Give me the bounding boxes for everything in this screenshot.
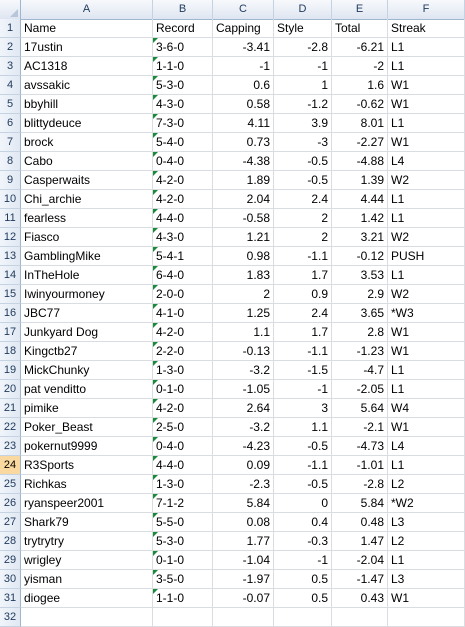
cell-streak[interactable]: L2 bbox=[388, 475, 465, 494]
cell-header-capping[interactable]: Capping bbox=[213, 19, 274, 38]
cell-capping[interactable]: 2.04 bbox=[213, 190, 274, 209]
table-row bbox=[0, 551, 465, 570]
cell-total[interactable]: 0.48 bbox=[332, 513, 388, 532]
cell-capping[interactable]: 0.73 bbox=[213, 133, 274, 152]
table-row bbox=[0, 152, 465, 171]
cell-streak[interactable]: L3 bbox=[388, 513, 465, 532]
cell-header-name[interactable]: Name bbox=[21, 19, 153, 38]
table-row bbox=[0, 304, 465, 323]
cell-total[interactable]: -4.73 bbox=[332, 437, 388, 456]
cell-capping[interactable]: 1.21 bbox=[213, 228, 274, 247]
table-row bbox=[0, 589, 465, 608]
row-header[interactable]: 32 bbox=[0, 608, 21, 627]
cell-streak[interactable]: W1 bbox=[388, 95, 465, 114]
cell-name[interactable]: JBC77 bbox=[21, 304, 153, 323]
cell-capping[interactable]: -2.3 bbox=[213, 475, 274, 494]
cell-record[interactable]: 4-2-0 bbox=[153, 190, 213, 209]
cell-style[interactable]: 0.4 bbox=[274, 513, 332, 532]
cell-record[interactable]: 5-3-0 bbox=[153, 532, 213, 551]
cell-name[interactable]: Iwinyourmoney bbox=[21, 285, 153, 304]
cell-streak[interactable]: W1 bbox=[388, 323, 465, 342]
cell-total[interactable]: 0.43 bbox=[332, 589, 388, 608]
row-header[interactable]: 17 bbox=[0, 323, 21, 342]
cell-streak[interactable]: L1 bbox=[388, 551, 465, 570]
cell-record[interactable]: 5-4-1 bbox=[153, 247, 213, 266]
row-header[interactable]: 19 bbox=[0, 361, 21, 380]
cell-style[interactable]: 2.4 bbox=[274, 190, 332, 209]
cell-record[interactable]: 4-4-0 bbox=[153, 456, 213, 475]
cell-name[interactable]: pokernut9999 bbox=[21, 437, 153, 456]
cell-name[interactable]: 17ustin bbox=[21, 38, 153, 57]
cell-name[interactable]: Chi_archie bbox=[21, 190, 153, 209]
cell-total[interactable]: -1.01 bbox=[332, 456, 388, 475]
cell-style[interactable]: -1 bbox=[274, 57, 332, 76]
cell-capping[interactable]: -4.38 bbox=[213, 152, 274, 171]
cell-name[interactable]: yisman bbox=[21, 570, 153, 589]
cell-capping[interactable]: -0.58 bbox=[213, 209, 274, 228]
cell-total[interactable]: 2.8 bbox=[332, 323, 388, 342]
cell-total[interactable]: -0.12 bbox=[332, 247, 388, 266]
cell-capping[interactable] bbox=[213, 608, 274, 627]
table-row bbox=[0, 399, 465, 418]
cell-streak[interactable]: L1 bbox=[388, 361, 465, 380]
cell-style[interactable]: 0.5 bbox=[274, 570, 332, 589]
cell-capping[interactable]: 0.08 bbox=[213, 513, 274, 532]
cell-name[interactable]: Kingctb27 bbox=[21, 342, 153, 361]
cell-streak[interactable]: L1 bbox=[388, 266, 465, 285]
cell-total[interactable]: 5.64 bbox=[332, 399, 388, 418]
cell-record[interactable]: 1-3-0 bbox=[153, 361, 213, 380]
cell-total[interactable]: 4.44 bbox=[332, 190, 388, 209]
table-row bbox=[0, 247, 465, 266]
cell-name[interactable]: brock bbox=[21, 133, 153, 152]
row-header[interactable]: 5 bbox=[0, 95, 21, 114]
cell-capping[interactable]: 1.25 bbox=[213, 304, 274, 323]
cell-record[interactable]: 2-2-0 bbox=[153, 342, 213, 361]
cell-name[interactable]: Junkyard Dog bbox=[21, 323, 153, 342]
cell-capping[interactable]: 0.98 bbox=[213, 247, 274, 266]
table-row bbox=[0, 437, 465, 456]
row-header[interactable]: 16 bbox=[0, 304, 21, 323]
cell-capping[interactable]: -3.41 bbox=[213, 38, 274, 57]
cell-style[interactable]: 1.7 bbox=[274, 266, 332, 285]
cell-streak[interactable]: W2 bbox=[388, 285, 465, 304]
cell-streak[interactable]: L2 bbox=[388, 532, 465, 551]
cell-record[interactable]: 0-4-0 bbox=[153, 152, 213, 171]
row-header[interactable]: 18 bbox=[0, 342, 21, 361]
cell-total[interactable]: -2.1 bbox=[332, 418, 388, 437]
cell-style[interactable]: -1 bbox=[274, 551, 332, 570]
cell-total[interactable]: 2.9 bbox=[332, 285, 388, 304]
row-header[interactable]: 11 bbox=[0, 209, 21, 228]
table-row bbox=[0, 95, 465, 114]
row-header[interactable]: 4 bbox=[0, 76, 21, 95]
cell-total[interactable]: -0.62 bbox=[332, 95, 388, 114]
cell-record[interactable]: 4-3-0 bbox=[153, 95, 213, 114]
cell-capping[interactable]: -3.2 bbox=[213, 361, 274, 380]
cell-style[interactable]: -2.8 bbox=[274, 38, 332, 57]
table-row bbox=[0, 570, 465, 589]
cell-capping[interactable]: -1 bbox=[213, 57, 274, 76]
cell-style[interactable]: -1.2 bbox=[274, 95, 332, 114]
cell-capping[interactable]: 0.58 bbox=[213, 95, 274, 114]
table-row bbox=[0, 456, 465, 475]
cell-capping[interactable]: -3.2 bbox=[213, 418, 274, 437]
cell-record[interactable]: 4-4-0 bbox=[153, 209, 213, 228]
cell-style[interactable]: -1.1 bbox=[274, 342, 332, 361]
cell-style[interactable]: 2 bbox=[274, 228, 332, 247]
row-header[interactable]: 27 bbox=[0, 513, 21, 532]
row-header[interactable]: 3 bbox=[0, 57, 21, 76]
cell-total[interactable]: 1.42 bbox=[332, 209, 388, 228]
cell-style[interactable]: -3 bbox=[274, 133, 332, 152]
cell-style[interactable]: 0.9 bbox=[274, 285, 332, 304]
cell-capping[interactable]: -4.23 bbox=[213, 437, 274, 456]
cell-record[interactable]: 4-2-0 bbox=[153, 399, 213, 418]
table-row bbox=[0, 418, 465, 437]
cell-name[interactable]: trytrytry bbox=[21, 532, 153, 551]
cell-style[interactable]: -0.5 bbox=[274, 171, 332, 190]
table-row bbox=[0, 285, 465, 304]
row-header[interactable]: 12 bbox=[0, 228, 21, 247]
cell-name[interactable]: bbyhill bbox=[21, 95, 153, 114]
cell-record[interactable]: 1-1-0 bbox=[153, 589, 213, 608]
row-header[interactable]: 29 bbox=[0, 551, 21, 570]
cell-streak[interactable]: *W3 bbox=[388, 304, 465, 323]
cell-total[interactable]: 1.6 bbox=[332, 76, 388, 95]
cell-streak[interactable]: W1 bbox=[388, 589, 465, 608]
table-row bbox=[0, 228, 465, 247]
cell-style[interactable]: -1.1 bbox=[274, 456, 332, 475]
column-header-a[interactable]: A bbox=[21, 0, 153, 19]
row-header[interactable]: 31 bbox=[0, 589, 21, 608]
cell-capping[interactable]: 1.77 bbox=[213, 532, 274, 551]
cell-style[interactable]: 2.4 bbox=[274, 304, 332, 323]
cell-streak[interactable]: L1 bbox=[388, 209, 465, 228]
row-header[interactable]: 8 bbox=[0, 152, 21, 171]
cell-record[interactable] bbox=[153, 608, 213, 627]
table-row bbox=[0, 475, 465, 494]
column-header-e[interactable]: E bbox=[332, 0, 388, 19]
cell-capping[interactable]: 2 bbox=[213, 285, 274, 304]
cell-streak[interactable]: W2 bbox=[388, 171, 465, 190]
cell-streak[interactable]: PUSH bbox=[388, 247, 465, 266]
cell-streak[interactable]: L3 bbox=[388, 570, 465, 589]
cell-record[interactable]: 4-2-0 bbox=[153, 171, 213, 190]
table-row bbox=[0, 266, 465, 285]
cell-capping[interactable]: 0.09 bbox=[213, 456, 274, 475]
cell-record[interactable]: 4-1-0 bbox=[153, 304, 213, 323]
table-row bbox=[0, 608, 465, 627]
table-row bbox=[0, 133, 465, 152]
cell-capping[interactable]: -1.04 bbox=[213, 551, 274, 570]
cell-style[interactable]: 1.1 bbox=[274, 418, 332, 437]
cell-record[interactable]: 3-5-0 bbox=[153, 570, 213, 589]
cell-name[interactable]: diogee bbox=[21, 589, 153, 608]
row-header[interactable]: 22 bbox=[0, 418, 21, 437]
cell-style[interactable]: 0 bbox=[274, 494, 332, 513]
table-row bbox=[0, 494, 465, 513]
table-row bbox=[0, 323, 465, 342]
header-row bbox=[0, 19, 465, 38]
cell-name[interactable]: ryanspeer2001 bbox=[21, 494, 153, 513]
cell-header-record[interactable]: Record bbox=[153, 19, 213, 38]
cell-style[interactable]: -1.5 bbox=[274, 361, 332, 380]
row-header[interactable]: 10 bbox=[0, 190, 21, 209]
row-header[interactable]: 26 bbox=[0, 494, 21, 513]
table-row bbox=[0, 38, 465, 57]
row-header[interactable]: 20 bbox=[0, 380, 21, 399]
column-header-c[interactable]: C bbox=[213, 0, 274, 19]
cell-capping[interactable]: 4.11 bbox=[213, 114, 274, 133]
cell-record[interactable]: 4-3-0 bbox=[153, 228, 213, 247]
cell-total[interactable]: 1.39 bbox=[332, 171, 388, 190]
cell-record[interactable]: 2-5-0 bbox=[153, 418, 213, 437]
cell-record[interactable]: 3-6-0 bbox=[153, 38, 213, 57]
cell-record[interactable]: 1-1-0 bbox=[153, 57, 213, 76]
cell-streak[interactable] bbox=[388, 608, 465, 627]
cell-capping[interactable]: 1.83 bbox=[213, 266, 274, 285]
cell-style[interactable]: -0.5 bbox=[274, 437, 332, 456]
cell-name[interactable]: avssakic bbox=[21, 76, 153, 95]
table-row bbox=[0, 76, 465, 95]
cell-name[interactable]: Cabo bbox=[21, 152, 153, 171]
cell-name[interactable] bbox=[21, 608, 153, 627]
cell-total[interactable]: -2.04 bbox=[332, 551, 388, 570]
cell-streak[interactable]: W1 bbox=[388, 133, 465, 152]
cell-style[interactable]: -1.1 bbox=[274, 247, 332, 266]
cell-total[interactable]: -2.05 bbox=[332, 380, 388, 399]
cell-name[interactable]: InTheHole bbox=[21, 266, 153, 285]
cell-capping[interactable]: 5.84 bbox=[213, 494, 274, 513]
cell-capping[interactable]: -0.13 bbox=[213, 342, 274, 361]
cell-style[interactable]: -1 bbox=[274, 380, 332, 399]
row-header[interactable]: 25 bbox=[0, 475, 21, 494]
cell-streak[interactable]: L1 bbox=[388, 57, 465, 76]
cell-header-streak[interactable]: Streak bbox=[388, 19, 465, 38]
cell-streak[interactable]: W2 bbox=[388, 228, 465, 247]
cell-name[interactable]: fearless bbox=[21, 209, 153, 228]
table-row bbox=[0, 380, 465, 399]
cell-streak[interactable]: L1 bbox=[388, 456, 465, 475]
cell-record[interactable]: 5-3-0 bbox=[153, 76, 213, 95]
cell-total[interactable]: -2 bbox=[332, 57, 388, 76]
row-header[interactable]: 9 bbox=[0, 171, 21, 190]
cell-style[interactable]: 0.5 bbox=[274, 589, 332, 608]
table-row bbox=[0, 57, 465, 76]
cell-streak[interactable]: L4 bbox=[388, 437, 465, 456]
table-row bbox=[0, 361, 465, 380]
cell-name[interactable]: Richkas bbox=[21, 475, 153, 494]
cell-record[interactable]: 0-4-0 bbox=[153, 437, 213, 456]
row-header[interactable]: 30 bbox=[0, 570, 21, 589]
select-all-corner[interactable] bbox=[0, 0, 21, 19]
row-header[interactable]: 14 bbox=[0, 266, 21, 285]
table-row bbox=[0, 190, 465, 209]
cell-total[interactable]: 3.21 bbox=[332, 228, 388, 247]
cell-streak[interactable]: W1 bbox=[388, 418, 465, 437]
cell-streak[interactable]: *W2 bbox=[388, 494, 465, 513]
cell-style[interactable]: 2 bbox=[274, 209, 332, 228]
cell-style[interactable]: 1.7 bbox=[274, 323, 332, 342]
cell-name[interactable]: Fiasco bbox=[21, 228, 153, 247]
cell-streak[interactable]: L4 bbox=[388, 152, 465, 171]
cell-style[interactable]: -0.5 bbox=[274, 475, 332, 494]
row-header[interactable]: 24 bbox=[0, 456, 21, 475]
cell-total[interactable]: 1.47 bbox=[332, 532, 388, 551]
cell-total[interactable]: -6.21 bbox=[332, 38, 388, 57]
cell-total[interactable]: -1.23 bbox=[332, 342, 388, 361]
cell-name[interactable]: GamblingMike bbox=[21, 247, 153, 266]
cell-record[interactable]: 7-1-2 bbox=[153, 494, 213, 513]
cell-name[interactable]: wrigley bbox=[21, 551, 153, 570]
row-header[interactable]: 23 bbox=[0, 437, 21, 456]
cell-style[interactable]: 3.9 bbox=[274, 114, 332, 133]
cell-total[interactable]: -1.47 bbox=[332, 570, 388, 589]
row-header[interactable]: 7 bbox=[0, 133, 21, 152]
cell-style[interactable] bbox=[274, 608, 332, 627]
cell-record[interactable]: 5-4-0 bbox=[153, 133, 213, 152]
cell-capping[interactable]: 0.6 bbox=[213, 76, 274, 95]
cell-style[interactable]: -0.3 bbox=[274, 532, 332, 551]
table-row bbox=[0, 209, 465, 228]
cell-name[interactable]: Poker_Beast bbox=[21, 418, 153, 437]
cell-total[interactable]: 8.01 bbox=[332, 114, 388, 133]
column-header-f[interactable]: F bbox=[388, 0, 465, 19]
cell-capping[interactable]: -0.07 bbox=[213, 589, 274, 608]
row-header[interactable]: 1 bbox=[0, 19, 21, 38]
cell-name[interactable]: pat venditto bbox=[21, 380, 153, 399]
row-header[interactable]: 28 bbox=[0, 532, 21, 551]
cell-streak[interactable]: L1 bbox=[388, 38, 465, 57]
table-row bbox=[0, 342, 465, 361]
cell-header-style[interactable]: Style bbox=[274, 19, 332, 38]
cell-total[interactable]: 5.84 bbox=[332, 494, 388, 513]
column-header-b[interactable]: B bbox=[153, 0, 213, 19]
cell-capping[interactable]: 1.1 bbox=[213, 323, 274, 342]
cell-style[interactable]: -0.5 bbox=[274, 152, 332, 171]
cell-capping[interactable]: -1.97 bbox=[213, 570, 274, 589]
cell-name[interactable]: AC1318 bbox=[21, 57, 153, 76]
row-header[interactable]: 21 bbox=[0, 399, 21, 418]
cell-total[interactable]: 3.65 bbox=[332, 304, 388, 323]
table-row bbox=[0, 532, 465, 551]
cell-record[interactable]: 4-2-0 bbox=[153, 323, 213, 342]
table-row bbox=[0, 513, 465, 532]
cell-style[interactable]: 1 bbox=[274, 76, 332, 95]
cell-total[interactable]: 3.53 bbox=[332, 266, 388, 285]
cell-streak[interactable]: L1 bbox=[388, 380, 465, 399]
row-header[interactable]: 15 bbox=[0, 285, 21, 304]
row-header[interactable]: 6 bbox=[0, 114, 21, 133]
column-header-d[interactable]: D bbox=[274, 0, 332, 19]
cell-name[interactable]: Shark79 bbox=[21, 513, 153, 532]
cell-streak[interactable]: W1 bbox=[388, 76, 465, 95]
cell-capping[interactable]: -1.05 bbox=[213, 380, 274, 399]
cell-record[interactable]: 1-3-0 bbox=[153, 475, 213, 494]
table-row bbox=[0, 171, 465, 190]
cell-name[interactable]: pimike bbox=[21, 399, 153, 418]
cell-total[interactable]: -4.7 bbox=[332, 361, 388, 380]
cell-name[interactable]: Casperwaits bbox=[21, 171, 153, 190]
cell-streak[interactable]: L1 bbox=[388, 190, 465, 209]
cell-header-total[interactable]: Total bbox=[332, 19, 388, 38]
cell-total[interactable]: -2.8 bbox=[332, 475, 388, 494]
table-row bbox=[0, 114, 465, 133]
cell-capping[interactable]: 1.89 bbox=[213, 171, 274, 190]
column-header-bar bbox=[0, 0, 465, 20]
cell-record[interactable]: 5-5-0 bbox=[153, 513, 213, 532]
cell-record[interactable]: 0-1-0 bbox=[153, 380, 213, 399]
cell-capping[interactable]: 2.64 bbox=[213, 399, 274, 418]
cell-total[interactable]: -4.88 bbox=[332, 152, 388, 171]
cell-name[interactable]: R3Sports bbox=[21, 456, 153, 475]
cell-style[interactable]: 3 bbox=[274, 399, 332, 418]
cell-record[interactable]: 6-4-0 bbox=[153, 266, 213, 285]
cell-name[interactable]: blittydeuce bbox=[21, 114, 153, 133]
cell-streak[interactable]: L1 bbox=[388, 114, 465, 133]
cell-record[interactable]: 2-0-0 bbox=[153, 285, 213, 304]
row-header[interactable]: 13 bbox=[0, 247, 21, 266]
cell-total[interactable]: -2.27 bbox=[332, 133, 388, 152]
cell-record[interactable]: 0-1-0 bbox=[153, 551, 213, 570]
cell-total[interactable] bbox=[332, 608, 388, 627]
cell-name[interactable]: MickChunky bbox=[21, 361, 153, 380]
row-header[interactable]: 2 bbox=[0, 38, 21, 57]
cell-streak[interactable]: W1 bbox=[388, 342, 465, 361]
cell-streak[interactable]: W4 bbox=[388, 399, 465, 418]
cell-record[interactable]: 7-3-0 bbox=[153, 114, 213, 133]
